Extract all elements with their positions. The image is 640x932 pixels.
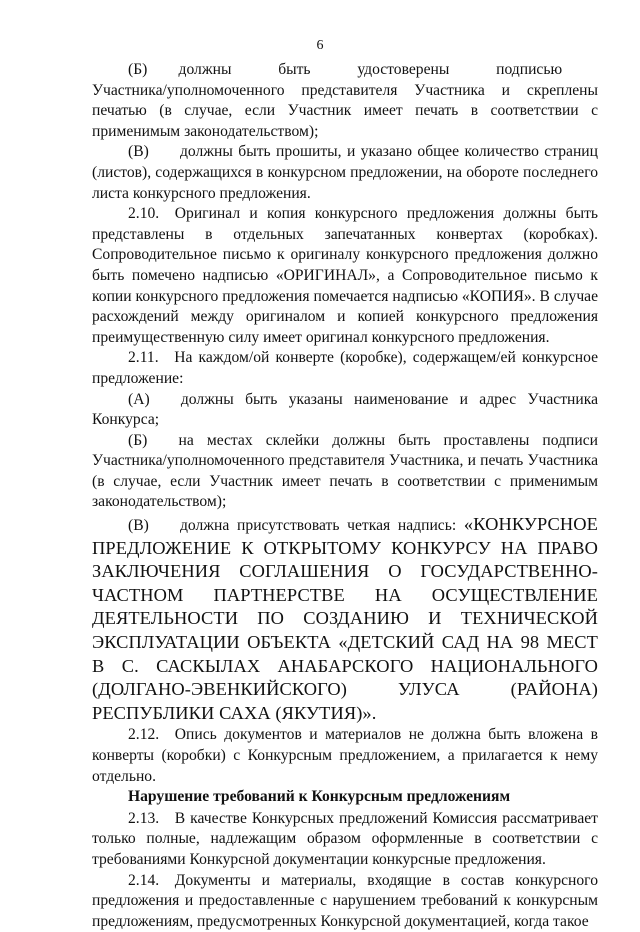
- page-number: 6: [316, 38, 324, 53]
- paragraph-2-12: 2.12. Опись документов и материалов не должна быть вложена в конверты (коробки) с Конкурсным предложением, а прилагается к нему отдельно.: [92, 726, 598, 785]
- inscription-prefix: (В) должна присутствовать четкая надпись:: [128, 517, 464, 535]
- paragraph-v-stitched: (В) должны быть прошиты, и указано общее количество страниц (листов), содержащихся в конкурсном предложении, на обороте последнего листа конкурсного предложения.: [92, 143, 598, 202]
- paragraph-2-13: 2.13. В качестве Конкурсных предложений Комиссия рассматривает только полные, надлежащим образом оформленные в соответствии с требованиями Конкурсной документации конкурсные предложения.: [92, 809, 598, 868]
- paragraph-b-signature: (Б) должны быть удостоверены подписью Участника/уполномоченного представителя Участника и скреплены печатью (в случае, если Участник имеет печать в соответствии с применимым законодательством);: [92, 61, 598, 140]
- inscription-caps: «КОНКУРСНОЕ ПРЕДЛОЖЕНИЕ К ОТКРЫТОМУ КОНКУРСУ НА ПРАВО ЗАКЛЮЧЕНИЯ СОГЛАШЕНИЯ О ГОСУДАРСТВЕННО-ЧАСТНОМ ПАРТНЕРСТВЕ НА ОСУЩЕСТВЛЕНИЕ ДЕЯТЕЛЬНОСТИ ПО СОЗДАНИЮ И ТЕХНИЧЕСКОЙ ЭКСПЛУАТАЦИИ ОБЪЕКТА «ДЕТСКИЙ САД НА 98 МЕСТ В С. САСКЫЛАХ АНАБАРСКОГО НАЦИОНАЛЬНОГО (ДОЛГАНО-ЭВЕНКИЙСКОГО) УЛУСА (РАЙОНА) РЕСПУБЛИКИ САХА (ЯКУТИЯ)».: [92, 514, 598, 723]
- document-body: [92, 60, 598, 932]
- paragraph-b-seal: (Б) на местах склейки должны быть проставлены подписи Участника/уполномоченного представителя Участника, и печать Участника (в случае, если Участник имеет печать в соответствии с применимым законодательством);: [92, 431, 598, 511]
- paragraph-a-name-address: (А) должны быть указаны наименование и адрес Участника Конкурса;: [92, 390, 598, 429]
- section-heading: Нарушение требований к Конкурсным предложениям: [128, 788, 511, 806]
- paragraph-v-inscription: [92, 513, 598, 725]
- paragraph-2-14: 2.14. Документы и материалы, входящие в состав конкурсного предложения и предоставленные с нарушением требований к конкурсным предложениям, предусмотренных Конкурсной документацией, когда такое: [92, 871, 598, 930]
- paragraph-2-11: 2.11. На каждом/ой конверте (коробке), содержащем/ей конкурсное предложение:: [92, 349, 598, 387]
- paragraph-2-10: 2.10. Оригинал и копия конкурсного предложения должны быть представлены в отдельных запечатанных конвертах (коробках). Сопроводительное письмо к оригиналу конкурсного предложения должно быть помечено надписью «ОРИГИНАЛ», а Сопроводительное письмо к копии конкурсного предложения помечается надписью «КОПИЯ». В случае расхождений между оригиналом и копией конкурсного предложения преимущественную силу имеет оригинал конкурсного предложения.: [92, 205, 598, 346]
